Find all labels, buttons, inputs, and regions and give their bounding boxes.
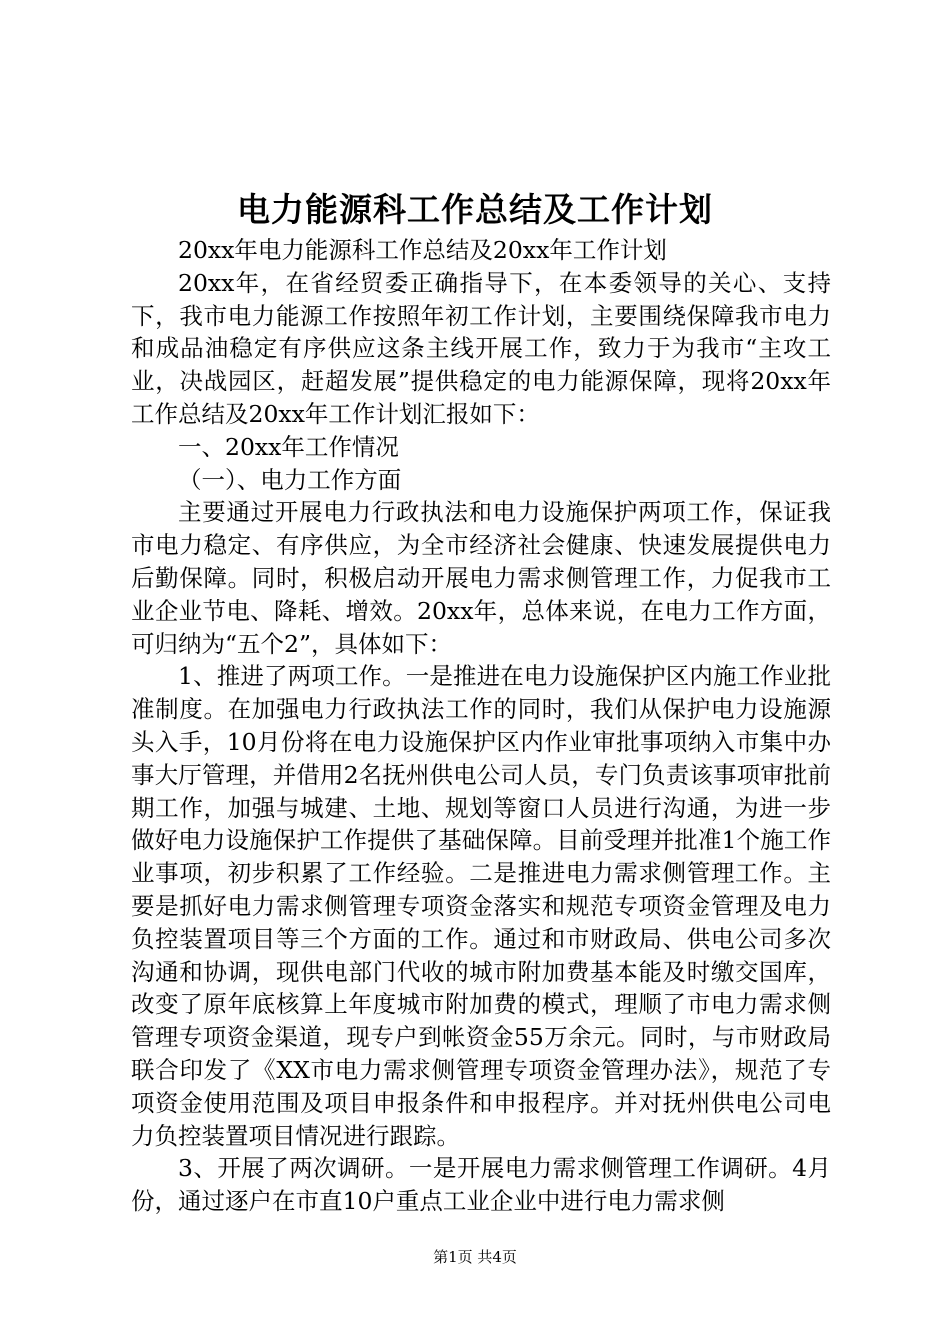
subsection-heading: （一）、电力工作方面 <box>178 465 402 494</box>
section-heading: 一、20xx年工作情况 <box>178 432 399 461</box>
page-footer: 第1页 共4页 <box>433 1248 517 1266</box>
paragraph-intro: 20xx年，在省经贸委正确指导下，在本委领导的关心、支持下，我市电力能源工作按照年初工作计划，主要围绕保障我市电力和成品油稳定有序供应这条主线开展工作，致力于为我市“主攻工业，决战园区，赶超发展”提供稳定的电力能源保障，现将20xx年工作总结及20xx年工作计划汇报如下： <box>131 268 831 428</box>
paragraph-power-work: 主要通过开展电力行政执法和电力设施保护两项工作，保证我市电力稳定、有序供应，为全市经济社会健康、快速发展提供电力后勤保障。同时，积极启动开展电力需求侧管理工作，力促我市工业企业节电、降耗、增效。20xx年，总体来说，在电力工作方面，可归纳为“五个2”，具体如下： <box>131 498 831 658</box>
document-body <box>131 234 831 1218</box>
paragraph-item-1: 1、推进了两项工作。一是推进在电力设施保护区内施工作业批准制度。在加强电力行政执法工作的同时，我们从保护电力设施源头入手，10月份将在电力设施保护区内作业审批事项纳入市集中办事大厅管理，并借用2名抚州供电公司人员，专门负责该事项审批前期工作，加强与城建、土地、规划等窗口人员进行沟通，为进一步做好电力设施保护工作提供了基础保障。目前受理并批准1个施工作业事项，初步积累了工作经验。二是推进电力需求侧管理工作。主要是抓好电力需求侧管理专项资金落实和规范专项资金管理及电力负控装置项目等三个方面的工作。通过和市财政局、供电公司多次沟通和协调，现供电部门代收的城市附加费基本能及时缴交国库，改变了原年底核算上年度城市附加费的模式，理顺了市电力需求侧管理专项资金渠道，现专户到帐资金55万余元。同时，与市财政局联合印发了《XX市电力需求侧管理专项资金管理办法》，规范了专项资金使用范围及项目申报条件和申报程序。并对抚州供电公司电力负控装置项目情况进行跟踪。 <box>131 662 831 1150</box>
paragraph-subtitle: 20xx年电力能源科工作总结及20xx年工作计划 <box>178 236 667 264</box>
paragraph-item-3: 3、开展了两次调研。一是开展电力需求侧管理工作调研。4月份，通过逐户在市直10户重点工业企业中进行电力需求侧 <box>131 1154 831 1216</box>
document-title: 电力能源科工作总结及工作计划 <box>237 190 713 229</box>
